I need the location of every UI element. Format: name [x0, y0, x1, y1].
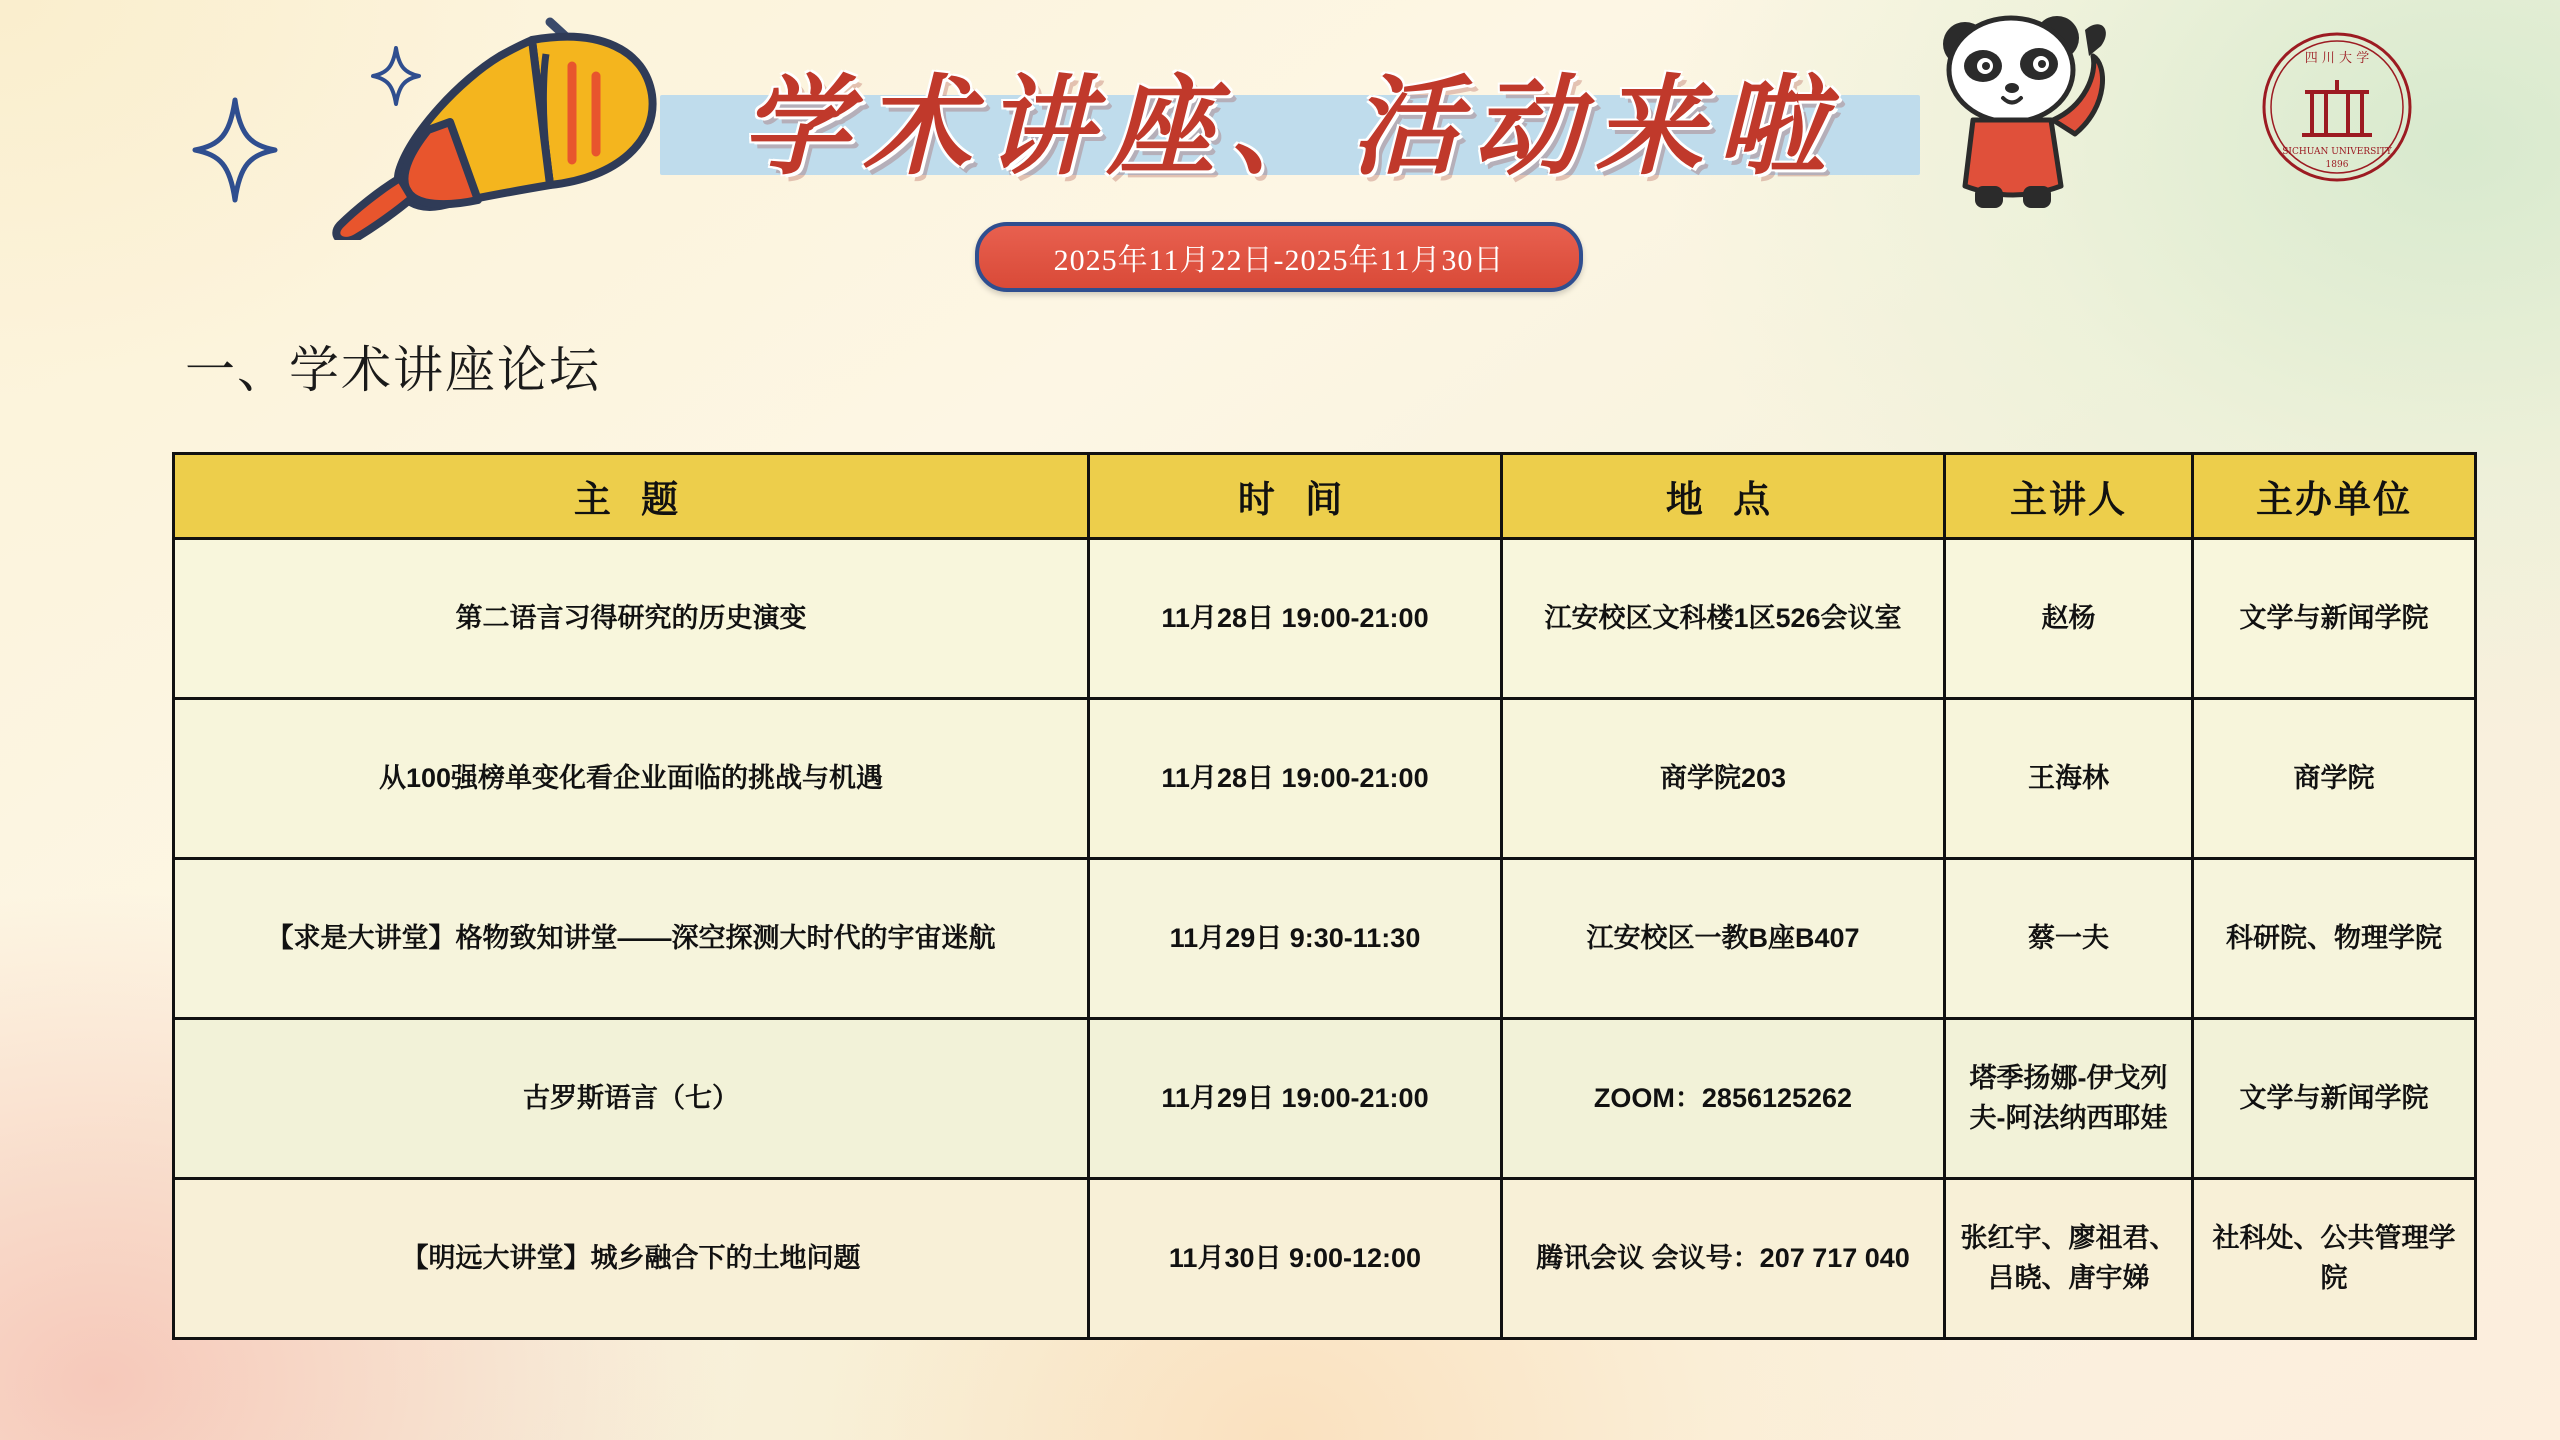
cell-speaker: 蔡一夫	[1945, 859, 2193, 1019]
megaphone-icon	[300, 10, 560, 210]
page-title: 学术讲座、活动来啦	[740, 64, 1839, 190]
cell-time: 11月28日 19:00-21:00	[1089, 539, 1502, 699]
column-header-time: 时 间	[1089, 454, 1502, 539]
section-heading: 一、学术讲座论坛	[185, 342, 601, 398]
cell-topic: 从100强榜单变化看企业面临的挑战与机遇	[174, 699, 1089, 859]
table-row	[174, 859, 2476, 1019]
sparkle-icon	[190, 95, 280, 210]
cell-host: 文学与新闻学院	[2193, 539, 2476, 699]
cell-speaker: 张红宇、廖祖君、吕晓、唐宇娣	[1945, 1179, 2193, 1339]
svg-text:四 川 大 学: 四 川 大 学	[2304, 51, 2370, 66]
table-row	[174, 1179, 2476, 1339]
svg-text:SICHUAN UNIVERSITY: SICHUAN UNIVERSITY	[2282, 147, 2392, 157]
cell-topic: 古罗斯语言（七）	[174, 1019, 1089, 1179]
cell-time: 11月29日 9:30-11:30	[1089, 859, 1502, 1019]
column-header-host: 主办单位	[2193, 454, 2476, 539]
table-row	[174, 1019, 2476, 1179]
cell-host: 商学院	[2193, 699, 2476, 859]
schedule-table	[172, 452, 2477, 1340]
cell-place: 江安校区一教B座B407	[1502, 859, 1945, 1019]
column-header-topic: 主 题	[174, 454, 1089, 539]
table-row	[174, 539, 2476, 699]
cell-place: 商学院203	[1502, 699, 1945, 859]
cell-host: 社科处、公共管理学院	[2193, 1179, 2476, 1339]
cell-place: ZOOM：2856125262	[1502, 1019, 1945, 1179]
university-badge-icon	[2260, 30, 2415, 185]
cell-host: 文学与新闻学院	[2193, 1019, 2476, 1179]
cell-speaker: 赵杨	[1945, 539, 2193, 699]
cell-topic: 【求是大讲堂】格物致知讲堂——深空探测大时代的宇宙迷航	[174, 859, 1089, 1019]
cell-place: 江安校区文科楼1区526会议室	[1502, 539, 1945, 699]
cell-time: 11月30日 9:00-12:00	[1089, 1179, 1502, 1339]
cell-time: 11月29日 19:00-21:00	[1089, 1019, 1502, 1179]
svg-text:1896: 1896	[2325, 160, 2349, 170]
date-range-badge	[975, 222, 1583, 292]
date-range-text: 2025年11月22日-2025年11月30日	[1053, 244, 1505, 277]
page-header	[0, 0, 2560, 277]
column-header-place: 地 点	[1502, 454, 1945, 539]
cell-topic: 第二语言习得研究的历史演变	[174, 539, 1089, 699]
cell-speaker: 王海林	[1945, 699, 2193, 859]
cell-topic: 【明远大讲堂】城乡融合下的土地问题	[174, 1179, 1089, 1339]
cell-place: 腾讯会议 会议号：207 717 040	[1502, 1179, 1945, 1339]
column-header-speaker: 主讲人	[1945, 454, 2193, 539]
schedule-table-container	[172, 452, 2456, 1340]
cell-time: 11月28日 19:00-21:00	[1089, 699, 1502, 859]
panda-mascot-icon	[1925, 8, 2120, 208]
cell-host: 科研院、物理学院	[2193, 859, 2476, 1019]
table-header-row	[174, 454, 2476, 539]
table-row	[174, 699, 2476, 859]
cell-speaker: 塔季扬娜-伊戈列夫-阿法纳西耶娃	[1945, 1019, 2193, 1179]
